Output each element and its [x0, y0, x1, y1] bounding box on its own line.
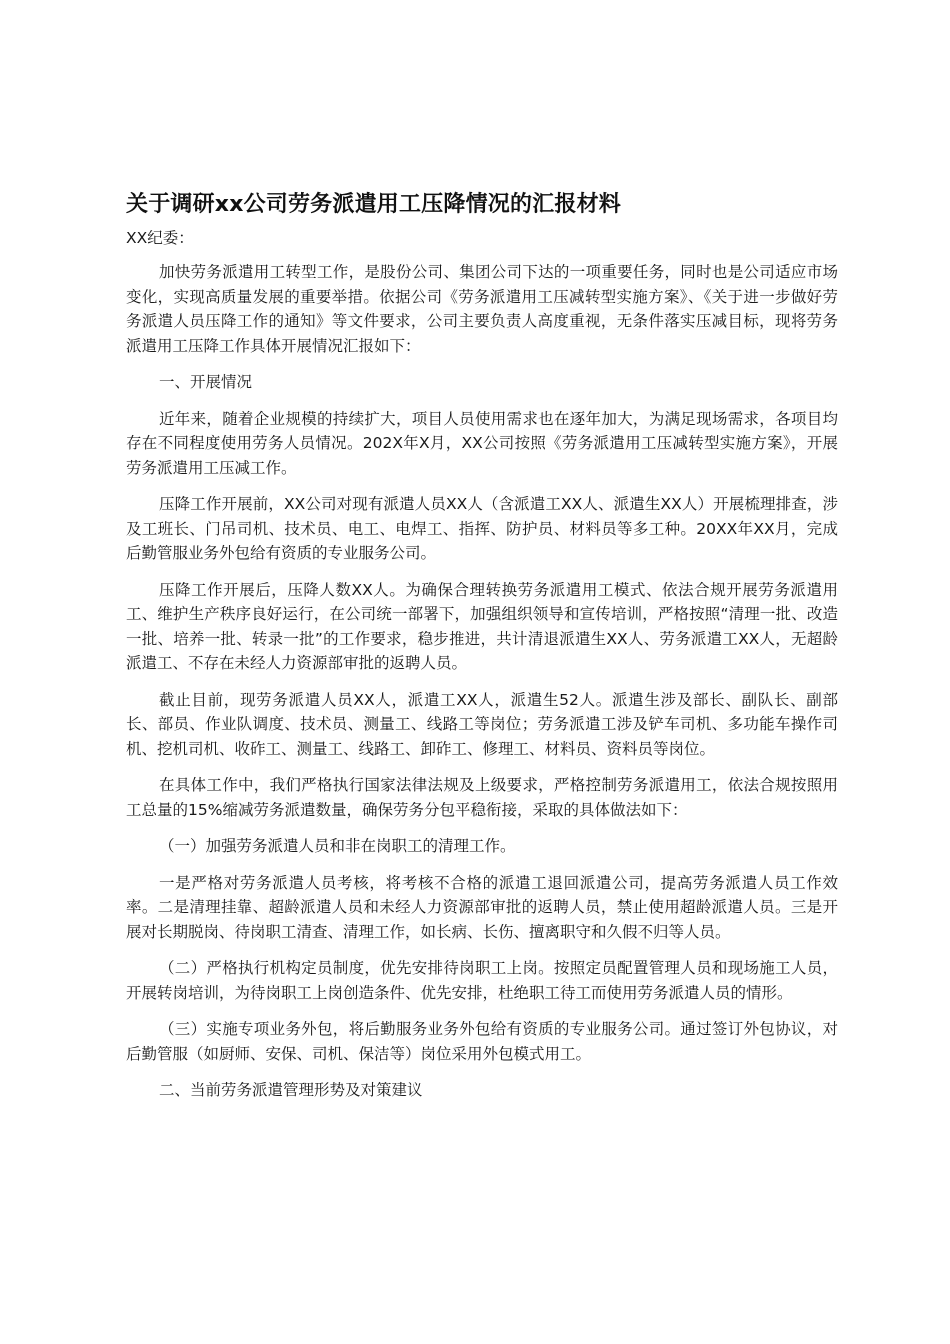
document-page — [126, 190, 838, 1115]
section-heading-1: 一、开展情况 — [159, 373, 253, 391]
intro-paragraph: 加快劳务派遣用工转型工作，是股份公司、集团公司下达的一项重要任务，同时也是公司适应市场变化，实现高质量发展的重要举措。依据公司《劳务派遣用工压减转型实施方案》、《关于进一步做好劳务派遣人员压降工作的通知》等文件要求，公司主要负责人高度重视，无条件落实压减目标，现将劳务派遣用工压降工作具体开展情况汇报如下： — [126, 263, 838, 355]
subsection-paragraph-3: （三）实施专项业务外包，将后勤服务业务外包给有资质的专业服务公司。通过签订外包协议，对后勤管服（如厨师、安保、司机、保洁等）岗位采用外包模式用工。 — [126, 1020, 838, 1063]
body-paragraph: 在具体工作中，我们严格执行国家法律法规及上级要求，严格控制劳务派遣用工，依法合规按照用工总量的15%缩减劳务派遣数量，确保劳务分包平稳衔接，采取的具体做法如下： — [126, 776, 838, 819]
body-paragraph: 截止目前，现劳务派遣人员XX人，派遣工XX人，派遣生52人。派遣生涉及部长、副队长、副部长、部员、作业队调度、技术员、测量工、线路工等岗位；劳务派遣工涉及铲车司机、多功能车操作司机、挖机司机、收砟工、测量工、线路工、卸砟工、修理工、材料员、资料员等岗位。 — [126, 690, 838, 758]
body-paragraph: 一是严格对劳务派遣人员考核，将考核不合格的派遣工退回派遣公司，提高劳务派遣人员工作效率。二是清理挂靠、超龄派遣人员和未经人力资源部审批的返聘人员，禁止使用超龄派遣人员。三是开展对长期脱岗、待岗职工清查、清理工作，如长病、长伤、擅离职守和久假不归等人员。 — [126, 873, 838, 941]
body-paragraph: 压降工作开展后，压降人数XX人。为确保合理转换劳务派遣用工模式、依法合规开展劳务派遣用工、维护生产秩序良好运行，在公司统一部署下，加强组织领导和宣传培训，严格按照“清理一批、改造一批、培养一批、转录一批”的工作要求，稳步推进，共计清退派遣生XX人、劳务派遣工XX人，无超龄派遣工、不存在未经人力资源部审批的返聘人员。 — [126, 580, 838, 672]
subsection-heading-1: （一）加强劳务派遣人员和非在岗职工的清理工作。 — [159, 837, 516, 855]
document-title: 关于调研xx公司劳务派遣用工压降情况的汇报材料 — [126, 192, 621, 217]
salutation: XX纪委： — [126, 229, 194, 247]
body-paragraph: 压降工作开展前，XX公司对现有派遣人员XX人（含派遣工XX人、派遣生XX人）开展梳理排查，涉及工班长、门吊司机、技术员、电工、电焊工、指挥、防护员、材料员等多工种。20XX年XX月，完成后勤管服业务外包给有资质的专业服务公司。 — [126, 495, 838, 562]
body-paragraph: 近年来，随着企业规模的持续扩大，项目人员使用需求也在逐年加大，为满足现场需求，各项目均存在不同程度使用劳务人员情况。202X年X月，XX公司按照《劳务派遣用工压减转型实施方案》，开展劳务派遣用工压减工作。 — [126, 409, 838, 477]
subsection-paragraph-2: （二）严格执行机构定员制度，优先安排待岗职工上岗。按照定员配置管理人员和现场施工人员，开展转岗培训，为待岗职工上岗创造条件、优先安排，杜绝职工待工而使用劳务派遣人员的情形。 — [126, 959, 838, 1002]
section-heading-2: 二、当前劳务派遣管理形势及对策建议 — [159, 1081, 423, 1099]
